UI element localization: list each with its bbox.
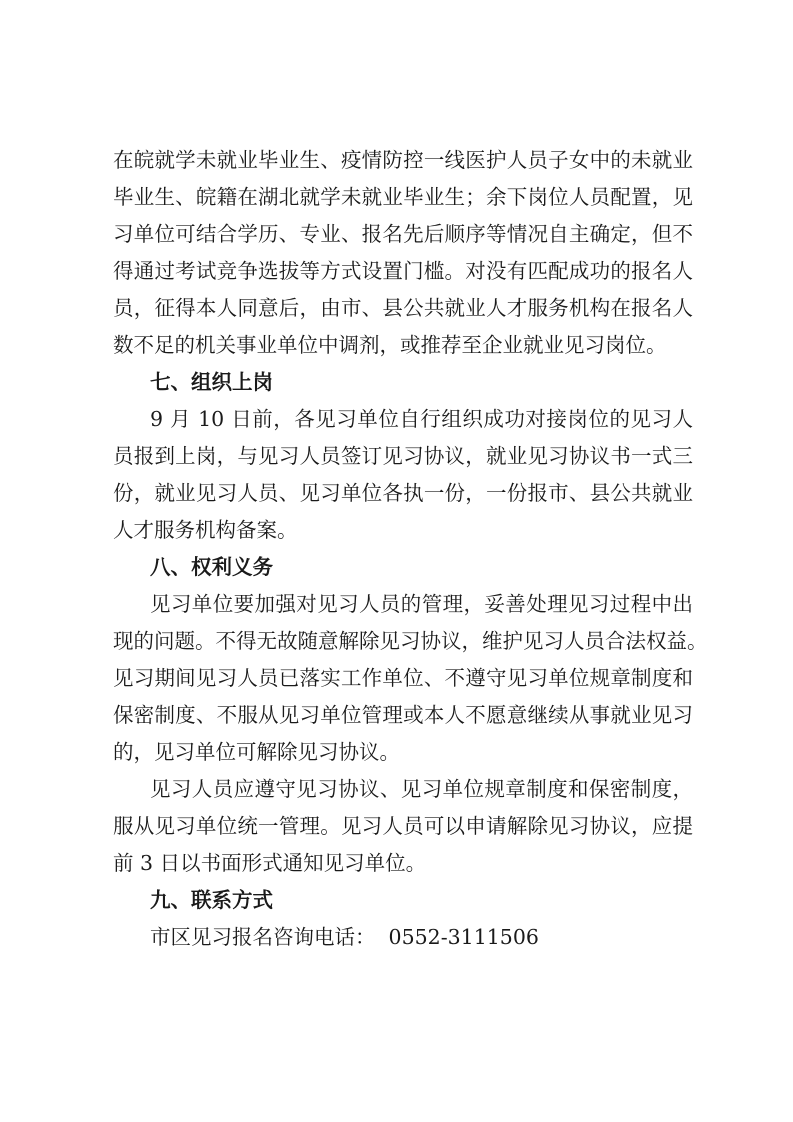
para1-line-3: 习单位可结合学历、专业、报名先后顺序等情况自主确定，但不: [113, 222, 693, 246]
para1-line-1: 在皖就学未就业毕业生、疫情防控一线医护人员子女中的未就业: [113, 148, 693, 172]
para1-line-5: 员，征得本人同意后，由市、县公共就业人才服务机构在报名人: [113, 296, 693, 320]
section-heading-7: 七、组织上岗: [150, 370, 273, 394]
para1-line-2: 毕业生、皖籍在湖北就学未就业毕业生；余下岗位人员配置，见: [113, 185, 693, 209]
para4-line-2: 服从见习单位统一管理。见习人员可以申请解除见习协议，应提: [113, 814, 693, 838]
para3-line-1: 见习单位要加强对见习人员的管理，妥善处理见习过程中出: [150, 592, 693, 616]
contact-phone-line: 市区见习报名咨询电话： 0552-3111506: [150, 925, 539, 949]
para3-line-5: 的，见习单位可解除见习协议。: [113, 740, 400, 764]
para1-line-6: 数不足的机关事业单位中调剂，或推荐至企业就业见习岗位。: [113, 333, 667, 357]
para2-line-3: 份，就业见习人员、见习单位各执一份，一份报市、县公共就业: [113, 481, 693, 505]
para4-line-1: 见习人员应遵守见习协议、见习单位规章制度和保密制度，: [150, 777, 693, 801]
para3-line-3: 见习期间见习人员已落实工作单位、不遵守见习单位规章制度和: [113, 666, 693, 690]
para3-line-4: 保密制度、不服从见习单位管理或本人不愿意继续从事就业见习: [113, 703, 693, 727]
para1-line-4: 得通过考试竞争选拔等方式设置门槛。对没有匹配成功的报名人: [113, 259, 693, 283]
para2-line-1: 9 月 10 日前，各见习单位自行组织成功对接岗位的见习人: [150, 407, 693, 431]
para3-line-2: 现的问题。不得无故随意解除见习协议，维护见习人员合法权益。: [113, 629, 708, 653]
para2-line-4: 人才服务机构备案。: [113, 518, 298, 542]
section-heading-9: 九、联系方式: [150, 888, 273, 912]
section-heading-8: 八、权利义务: [150, 555, 273, 579]
para2-line-2: 员报到上岗，与见习人员签订见习协议，就业见习协议书一式三: [113, 444, 693, 468]
para4-line-3: 前 3 日以书面形式通知见习单位。: [113, 851, 427, 875]
